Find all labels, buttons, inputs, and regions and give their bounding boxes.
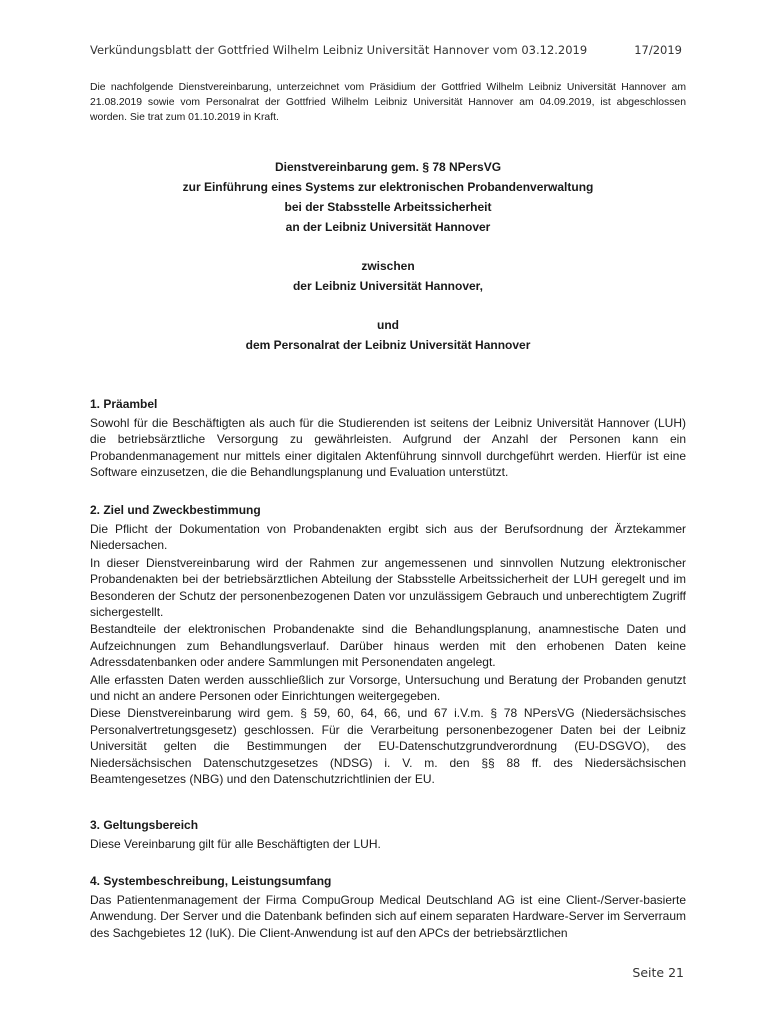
section-paragraph: Sowohl für die Beschäftigten als auch für die Studierenden ist seitens der Leibniz Universität Hannover (LUH) die betriebsärztliche Versorgung zu gewährleisten. Aufgrund der Anzahl der Personen kann ein Probandenmanagement nur mittels einer digitalen Aktenführung sinnvoll durchgeführt werden. Hierfür ist eine Software einzusetzen, die die Behandlungsplanung und Evaluation unterstützt. <box>90 416 686 480</box>
section-heading: 1. Präambel <box>90 397 158 411</box>
title-party-2: dem Personalrat der Leibniz Universität Hannover <box>245 338 531 352</box>
intro-paragraph: Die nachfolgende Dienstvereinbarung, unterzeichnet vom Präsidium der Gottfried Wilhelm Leibniz Universität Hannover am 21.08.2019 sowie vom Personalrat der Gottfried Wilhelm Leibniz Universität Hannover am 04.09.2019, ist abgeschlossen worden. Sie trat zum 01.10.2019 in Kraft. <box>90 82 686 123</box>
page-header-title: Verkündungsblatt der Gottfried Wilhelm Leibniz Universität Hannover vom 03.12.2019 <box>90 43 588 57</box>
section-paragraph: Alle erfassten Daten werden ausschließlich zur Vorsorge, Untersuchung und Beratung der Probanden genutzt und nicht an andere Personen oder Einrichtungen weitergegeben. <box>90 672 686 704</box>
section-paragraph: Die Pflicht der Dokumentation von Probandenakten ergibt sich aus der Berufsordnung der Ärztekammer Niedersachen. <box>90 522 686 553</box>
section-heading: 4. Systembeschreibung, Leistungsumfang <box>90 874 332 888</box>
section-scope <box>90 817 686 853</box>
title-line-4: an der Leibniz Universität Hannover <box>285 220 491 234</box>
page-number: Seite 21 <box>632 965 684 980</box>
title-party-1: der Leibniz Universität Hannover, <box>292 279 484 293</box>
section-heading: 3. Geltungsbereich <box>90 818 199 832</box>
section-paragraph: Diese Dienstvereinbarung wird gem. § 59, 60, 64, 66, und 67 i.V.m. § 78 NPersVG (Niedersächsisches Personalvertretungsgesetz) geschlossen. Für die Verarbeitung personenbezogener Daten bei der Leibniz Universität gelten die Bestimmungen der EU-Datenschutzgrundverordnung (EU-DSGVO), des Niedersächsischen Datenschutzgesetzes (NDSG) i. V. m. den §§ 88 ff. des Niedersächsischen Beamtengesetzes (NBG) und den Datenschutzrichtlinien der EU. <box>90 706 686 787</box>
title-between: zwischen <box>361 259 415 273</box>
section-paragraph: Diese Vereinbarung gilt für alle Beschäftigten der LUH. <box>90 837 381 851</box>
section-paragraph: Das Patientenmanagement der Firma CompuGroup Medical Deutschland AG ist eine Client-/Server-basierte Anwendung. Der Server und die Datenbank befinden sich auf einem separaten Hardware-Server im Serverraum des Sachgebietes 12 (IuK). Die Client-Anwendung ist auf den APCs der betriebsärztlichen <box>90 893 686 940</box>
title-and: und <box>377 318 399 332</box>
page-header-issue-number: 17/2019 <box>634 43 682 57</box>
section-heading: 2. Ziel und Zweckbestimmung <box>90 503 261 517</box>
section-preamble <box>90 396 686 482</box>
title-line-2: zur Einführung eines Systems zur elektronischen Probandenverwaltung <box>182 180 594 194</box>
section-system-description <box>90 873 686 942</box>
title-line-1: Dienstvereinbarung gem. § 78 NPersVG <box>274 160 502 174</box>
section-paragraph: Bestandteile der elektronischen Probandenakte sind die Behandlungsplanung, anamnestische Daten und Aufzeichnungen zum Behandlungsverlauf. Darüber hinaus werden mit den erhobenen Daten keine Adressdatenbanken oder andere Sammlungen mit Personendaten angelegt. <box>90 622 686 670</box>
document-title-block <box>90 157 686 355</box>
section-goal-purpose <box>90 502 686 789</box>
section-paragraph: In dieser Dienstvereinbarung wird der Rahmen zur angemessenen und sinnvollen Nutzung elektronischer Probandenakten bei der betriebsärztlichen Abteilung der Stabsstelle Arbeitssicherheit der LUH geregelt und im Besonderen der Schutz der personenbezogenen Daten vor unzulässigem Gebrauch und unberechtigtem Zugriff sichergestellt. <box>90 555 686 620</box>
title-line-3: bei der Stabsstelle Arbeitssicherheit <box>284 200 492 214</box>
